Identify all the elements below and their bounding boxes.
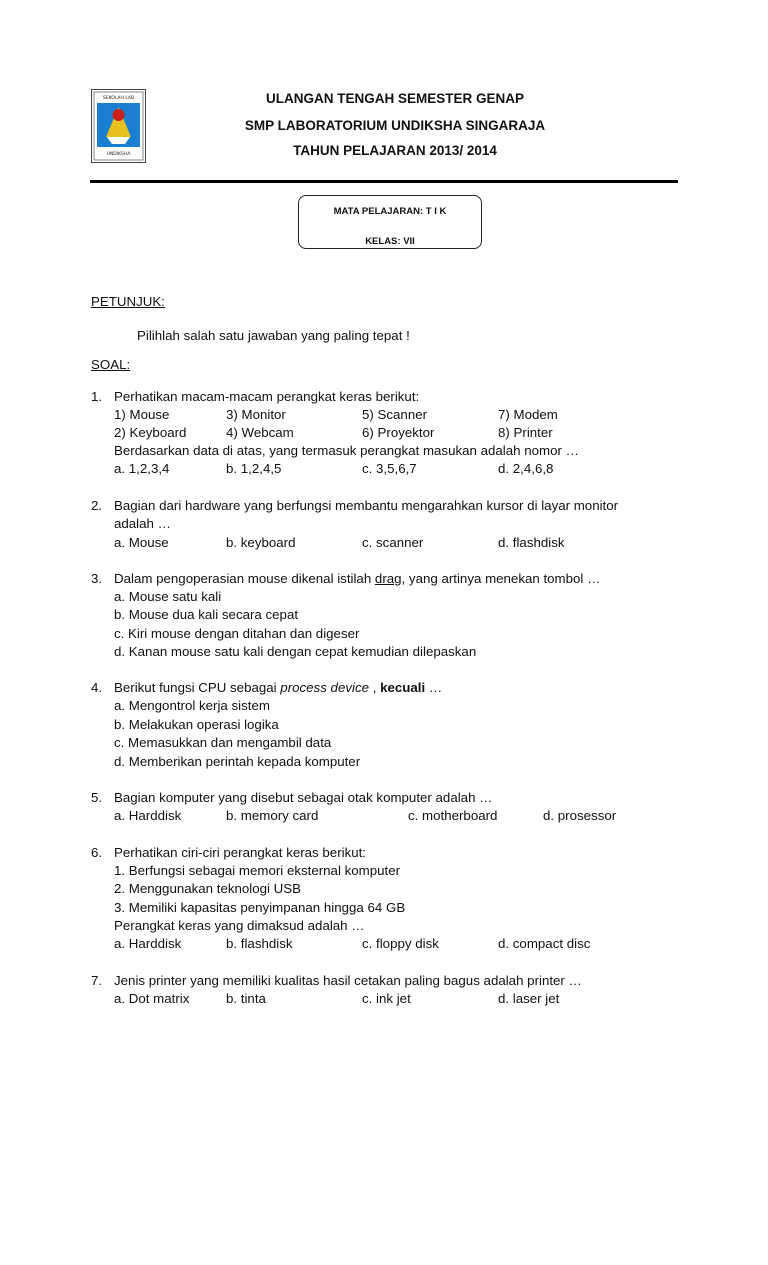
- answer-option: c. Memasukkan dan mengambil data: [114, 735, 332, 750]
- answer-option: d. Kanan mouse satu kali dengan cepat kemudian dilepaskan: [114, 644, 477, 659]
- list-item: 2. Menggunakan teknologi USB: [114, 881, 302, 896]
- class-label: KELAS: VII: [365, 236, 415, 247]
- list-item: 4) Webcam: [226, 425, 294, 440]
- answer-option: d. prosessor: [543, 808, 617, 823]
- answer-option: c. floppy disk: [362, 936, 439, 951]
- list-item: 2) Keyboard: [114, 425, 187, 440]
- school-name: SMP LABORATORIUM UNDIKSHA SINGARAJA: [244, 118, 546, 133]
- answer-option: a. Mouse satu kali: [114, 589, 222, 604]
- list-item: 8) Printer: [498, 425, 553, 440]
- svg-text:SEKOLAH LAB: SEKOLAH LAB: [102, 96, 135, 101]
- question-text: Berikut fungsi CPU sebagai process device , kecuali …: [114, 680, 443, 695]
- academic-year: TAHUN PELAJARAN 2013/ 2014: [293, 143, 497, 158]
- answer-option: d. flashdisk: [498, 535, 565, 550]
- answer-option: a. Mouse: [114, 535, 169, 550]
- keyword-drag: drag: [374, 571, 402, 586]
- questions-title: SOAL:: [91, 357, 131, 372]
- answer-option: b. flashdisk: [226, 936, 293, 951]
- question-text: Bagian dari hardware yang berfungsi membantu mengarahkan kursor di layar monitor: [114, 498, 619, 513]
- instructions-text: Pilihlah salah satu jawaban yang paling tepat !: [137, 328, 410, 343]
- answer-option: b. tinta: [226, 991, 266, 1006]
- question-number: 5.: [91, 790, 103, 805]
- list-item: 6) Proyektor: [362, 425, 435, 440]
- question-number: 7.: [91, 973, 103, 988]
- answer-option: d. compact disc: [498, 936, 591, 951]
- answer-option: b. Melakukan operasi logika: [114, 717, 279, 732]
- subject-label: MATA PELAJARAN: T I K: [333, 206, 447, 217]
- question-text: Jenis printer yang memiliki kualitas hasil cetakan paling bagus adalah printer …: [114, 973, 582, 988]
- question-number: 2.: [91, 498, 103, 513]
- question-followup: Berdasarkan data di atas, yang termasuk perangkat masukan adalah nomor …: [114, 443, 579, 458]
- answer-option: b. Mouse dua kali secara cepat: [114, 607, 299, 622]
- answer-option: b. 1,2,4,5: [226, 461, 282, 476]
- exam-title: ULANGAN TENGAH SEMESTER GENAP: [265, 91, 525, 106]
- answer-option: d. 2,4,6,8: [498, 461, 554, 476]
- term-process-device: process device: [280, 680, 369, 695]
- answer-option: a. Harddisk: [114, 808, 182, 823]
- list-item: 3) Monitor: [226, 407, 286, 422]
- answer-option: c. scanner: [362, 535, 424, 550]
- question-followup: Perangkat keras yang dimaksud adalah …: [114, 918, 365, 933]
- answer-option: d. laser jet: [498, 991, 560, 1006]
- question-number: 4.: [91, 680, 103, 695]
- list-item: 1. Berfungsi sebagai memori eksternal komputer: [114, 863, 401, 878]
- answer-option: c. 3,5,6,7: [362, 461, 417, 476]
- answer-option: c. Kiri mouse dengan ditahan dan digeser: [114, 626, 360, 641]
- answer-option: c. motherboard: [408, 808, 498, 823]
- question-text: Bagian komputer yang disebut sebagai otak komputer adalah …: [114, 790, 493, 805]
- subject-box: [298, 195, 482, 249]
- list-item: 5) Scanner: [362, 407, 428, 422]
- answer-option: a. Harddisk: [114, 936, 182, 951]
- answer-option: b. keyboard: [226, 535, 296, 550]
- answer-option: a. Mengontrol kerja sistem: [114, 698, 270, 713]
- answer-option: d. Memberikan perintah kepada komputer: [114, 754, 361, 769]
- question-text-continued: adalah …: [114, 516, 171, 531]
- question-number: 1.: [91, 389, 103, 404]
- svg-text:UNDIKSHA: UNDIKSHA: [106, 152, 131, 157]
- list-item: 3. Memiliki kapasitas penyimpanan hingga 64 GB: [114, 900, 406, 915]
- keyword-kecuali: kecuali: [380, 680, 426, 695]
- question-text: Perhatikan ciri-ciri perangkat keras berikut:: [114, 845, 367, 860]
- answer-option: a. Dot matrix: [114, 991, 190, 1006]
- instructions-title: PETUNJUK:: [91, 294, 165, 309]
- list-item: 7) Modem: [498, 407, 558, 422]
- answer-option: b. memory card: [226, 808, 319, 823]
- header-divider: [90, 180, 678, 183]
- question-number: 6.: [91, 845, 103, 860]
- question-text: Dalam pengoperasian mouse dikenal istilah drag, yang artinya menekan tombol …: [114, 571, 601, 586]
- answer-option: c. ink jet: [362, 991, 411, 1006]
- answer-option: a. 1,2,3,4: [114, 461, 170, 476]
- question-text: Perhatikan macam-macam perangkat keras berikut:: [114, 389, 420, 404]
- question-number: 3.: [91, 571, 103, 586]
- list-item: 1) Mouse: [114, 407, 170, 422]
